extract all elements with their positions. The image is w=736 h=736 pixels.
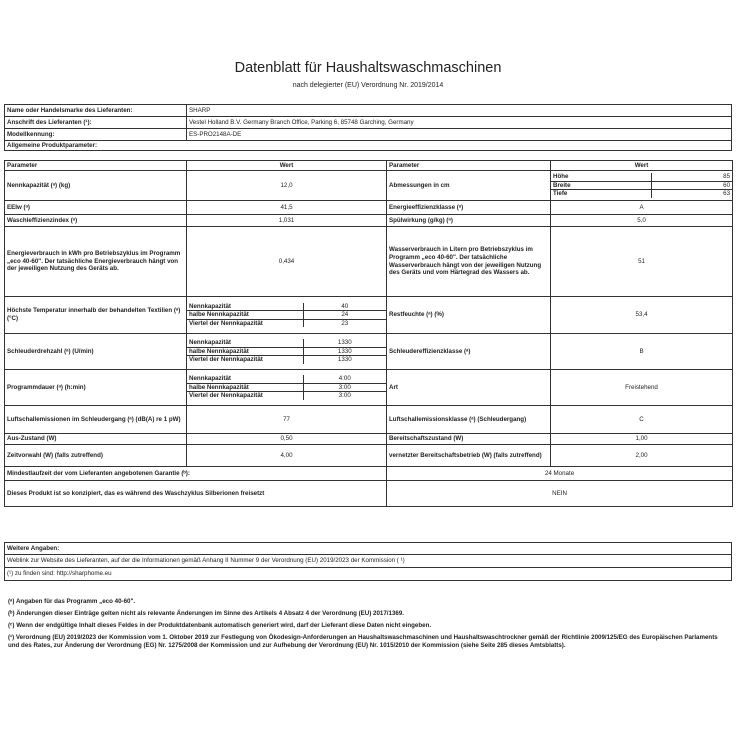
supplier-address-value: Vestel Holland B.V. Germany Branch Office, Parking 6, 85748 Garching, Germany	[187, 117, 732, 129]
warranty-value: 24 Monate	[387, 467, 733, 481]
type-value: Freistehend	[551, 370, 733, 406]
further-info-title: Weitere Angaben:	[5, 543, 732, 555]
wash-index-label: Waschleffizienzindex (ᵃ)	[5, 215, 187, 227]
silver-ions-label: Dieses Produkt ist so konzipiert, das es während des Waschzyklus Silberionen freisetzt	[5, 481, 387, 507]
supplier-name-label: Name oder Handelsmarke des Lieferanten:	[5, 105, 187, 117]
website-url[interactable]: (¹) zu finden sind: http://sharphome.eu	[5, 568, 732, 581]
duration-row-label: halbe Nennkapazität	[187, 383, 303, 392]
further-info-table	[4, 542, 732, 581]
capacity-value: 12,0	[187, 171, 387, 201]
type-label: Art	[387, 370, 551, 406]
dimensions-cell	[551, 171, 733, 201]
spin-row-label: Viertel der Nennkapazität	[187, 356, 303, 364]
supplier-address-label: Anschrift des Lieferanten (¹):	[5, 117, 187, 129]
header-parameter-right: Parameter	[387, 161, 551, 171]
duration-row-value: 4:00	[303, 375, 386, 383]
noise-value: 77	[187, 406, 387, 434]
depth-value: 63	[651, 190, 732, 198]
spin-speed-label: Schleuderdrehzahl (ᵃ) (U/min)	[5, 334, 187, 370]
energy-class-label: Energieeffizienzklasse (ᵃ)	[387, 201, 551, 215]
footnote: (¹) Verordnung (EU) 2019/2023 der Kommission vom 1. Oktober 2019 zur Festlegung von Ökodesign-Anforderungen an Haushaltswaschmaschinen und Haushaltswaschtrockner gemäß der Richtlinie 2009/125/EG des Europäischen Parlaments und des Rates, zur Änderung der Verordnung (EG) Nr. 1275/2008 der Kommission und zur Aufhebung der Verordnung (EU) Nr. 1015/2010 der Kommission (siehe Seite 285 dieses Amtsblatts).	[8, 634, 718, 650]
depth-label: Tiefe	[551, 190, 651, 198]
width-value: 60	[651, 181, 732, 190]
params-table	[4, 160, 733, 507]
rinse-label: Spülwirkung (g/kg) (ᵃ)	[387, 215, 551, 227]
wash-index-value: 1,031	[187, 215, 387, 227]
model-value: ES-PRO2148A-DE	[187, 129, 732, 141]
water-consumption-label: Wasserverbrauch in Litern pro Betriebszyklus im Programm „eco 40-60". Der tatsächliche Wasserverbrauch hängt von der jeweiligen Nutzung des Geräts und vom Härtegrad des Wassers ab.	[387, 227, 551, 297]
silver-ions-value: NEIN	[387, 481, 733, 507]
duration-row-value: 3:00	[303, 383, 386, 392]
spin-row-value: 1330	[303, 347, 386, 356]
residual-moisture-label: Restfeuchte (ᵃ) (%)	[387, 297, 551, 334]
duration-row-value: 3:00	[303, 392, 386, 400]
energy-consumption-value: 0,434	[187, 227, 387, 297]
height-value: 85	[651, 173, 732, 181]
noise-label: Luftschallemissionen im Schleudergang (ᵃ) (dB(A) re 1 pW)	[5, 406, 187, 434]
header-value-left: Wert	[187, 161, 387, 171]
supplier-name-value: SHARP	[187, 105, 732, 117]
height-label: Höhe	[551, 173, 651, 181]
spin-row-label: halbe Nennkapazität	[187, 347, 303, 356]
general-params-label: Allgemeine Produktparameter:	[5, 141, 732, 151]
spin-row-label: Nennkapazität	[187, 339, 303, 347]
document-title: Datenblatt für Haushaltswaschmaschinen	[234, 60, 502, 76]
spin-class-label: Schleudereffizienzklasse (ᵃ)	[387, 334, 551, 370]
delay-start-value: 4,00	[187, 445, 387, 467]
eei-value: 41,5	[187, 201, 387, 215]
off-mode-value: 0,50	[187, 434, 387, 445]
program-duration-cell	[187, 370, 387, 406]
duration-row-label: Nennkapazität	[187, 375, 303, 383]
max-temp-row-label: halbe Nennkapazität	[187, 311, 303, 320]
networked-standby-label: vernetzter Bereitschaftsbetrieb (W) (falls zutreffend)	[387, 445, 551, 467]
program-duration-label: Programmdauer (ᵃ) (h:min)	[5, 370, 187, 406]
spin-row-value: 1330	[303, 339, 386, 347]
footnote: (ᵃ) Angaben für das Programm „eco 40-60".	[8, 598, 136, 605]
footnotes	[8, 598, 730, 654]
header-parameter-left: Parameter	[5, 161, 187, 171]
spin-row-value: 1330	[303, 356, 386, 364]
rinse-value: 5,0	[551, 215, 733, 227]
duration-row-label: Viertel der Nennkapazität	[187, 392, 303, 400]
width-label: Breite	[551, 181, 651, 190]
footnote: (ᶜ) Wenn der endgültige Inhalt dieses Feldes in der Produktdatenbank automatisch generiert wird, darf der Lieferant diese Daten nicht eingeben.	[8, 622, 432, 630]
max-temp-row-value: 40	[303, 303, 386, 311]
dimensions-label: Abmessungen in cm	[387, 171, 551, 201]
spin-speed-cell	[187, 334, 387, 370]
model-label: Modellkennung:	[5, 129, 187, 141]
noise-class-label: Luftschallemissionsklasse (ᵃ) (Schleudergang)	[387, 406, 551, 434]
max-temp-row-value: 24	[303, 311, 386, 320]
noise-class-value: C	[551, 406, 733, 434]
off-mode-label: Aus-Zustand (W)	[5, 434, 187, 445]
water-consumption-value: 51	[551, 227, 733, 297]
max-temp-cell	[187, 297, 387, 334]
weblink-text: Weblink zur Website des Lieferanten, auf der die Informationen gemäß Anhang II Nummer 9 der Verordnung (EU) 2019/2023 der Kommission ( ¹)	[5, 555, 732, 568]
supplier-table	[4, 104, 732, 151]
residual-moisture-value: 53,4	[551, 297, 733, 334]
header-value-right: Wert	[551, 161, 733, 171]
max-temp-row-label: Viertel der Nennkapazität	[187, 319, 303, 327]
eei-label: EEIw (ᵃ)	[5, 201, 187, 215]
capacity-label: Nennkapazität (ᵃ) (kg)	[5, 171, 187, 201]
max-temp-label: Höchste Temperatur innerhalb der behandelten Textilien (ᵃ) (°C)	[5, 297, 187, 334]
standby-value: 1,00	[551, 434, 733, 445]
standby-label: Bereitschaftszustand (W)	[387, 434, 551, 445]
delay-start-label: Zeitvorwahl (W) (falls zutreffend)	[5, 445, 187, 467]
energy-class-value: A	[551, 201, 733, 215]
footnote: (ᵇ) Änderungen dieser Einträge gelten nicht als relevante Änderungen im Sinne des Artikels 4 Absatz 4 der Verordnung (EU) 2017/1369.	[8, 610, 405, 618]
warranty-label: Mindestlaufzeit der vom Lieferanten angebotenen Garantie (ᵇ):	[5, 467, 387, 481]
max-temp-row-label: Nennkapazität	[187, 303, 303, 311]
networked-standby-value: 2,00	[551, 445, 733, 467]
spin-class-value: B	[551, 334, 733, 370]
document-subtitle: nach delegierter (EU) Verordnung Nr. 2019/2014	[292, 82, 444, 89]
energy-consumption-label: Energieverbrauch in kWh pro Betriebszyklus im Programm „eco 40-60". Der tatsächliche Energieverbrauch hängt von der jeweiligen Nutzung des Geräts ab.	[5, 227, 187, 297]
max-temp-row-value: 23	[303, 319, 386, 327]
